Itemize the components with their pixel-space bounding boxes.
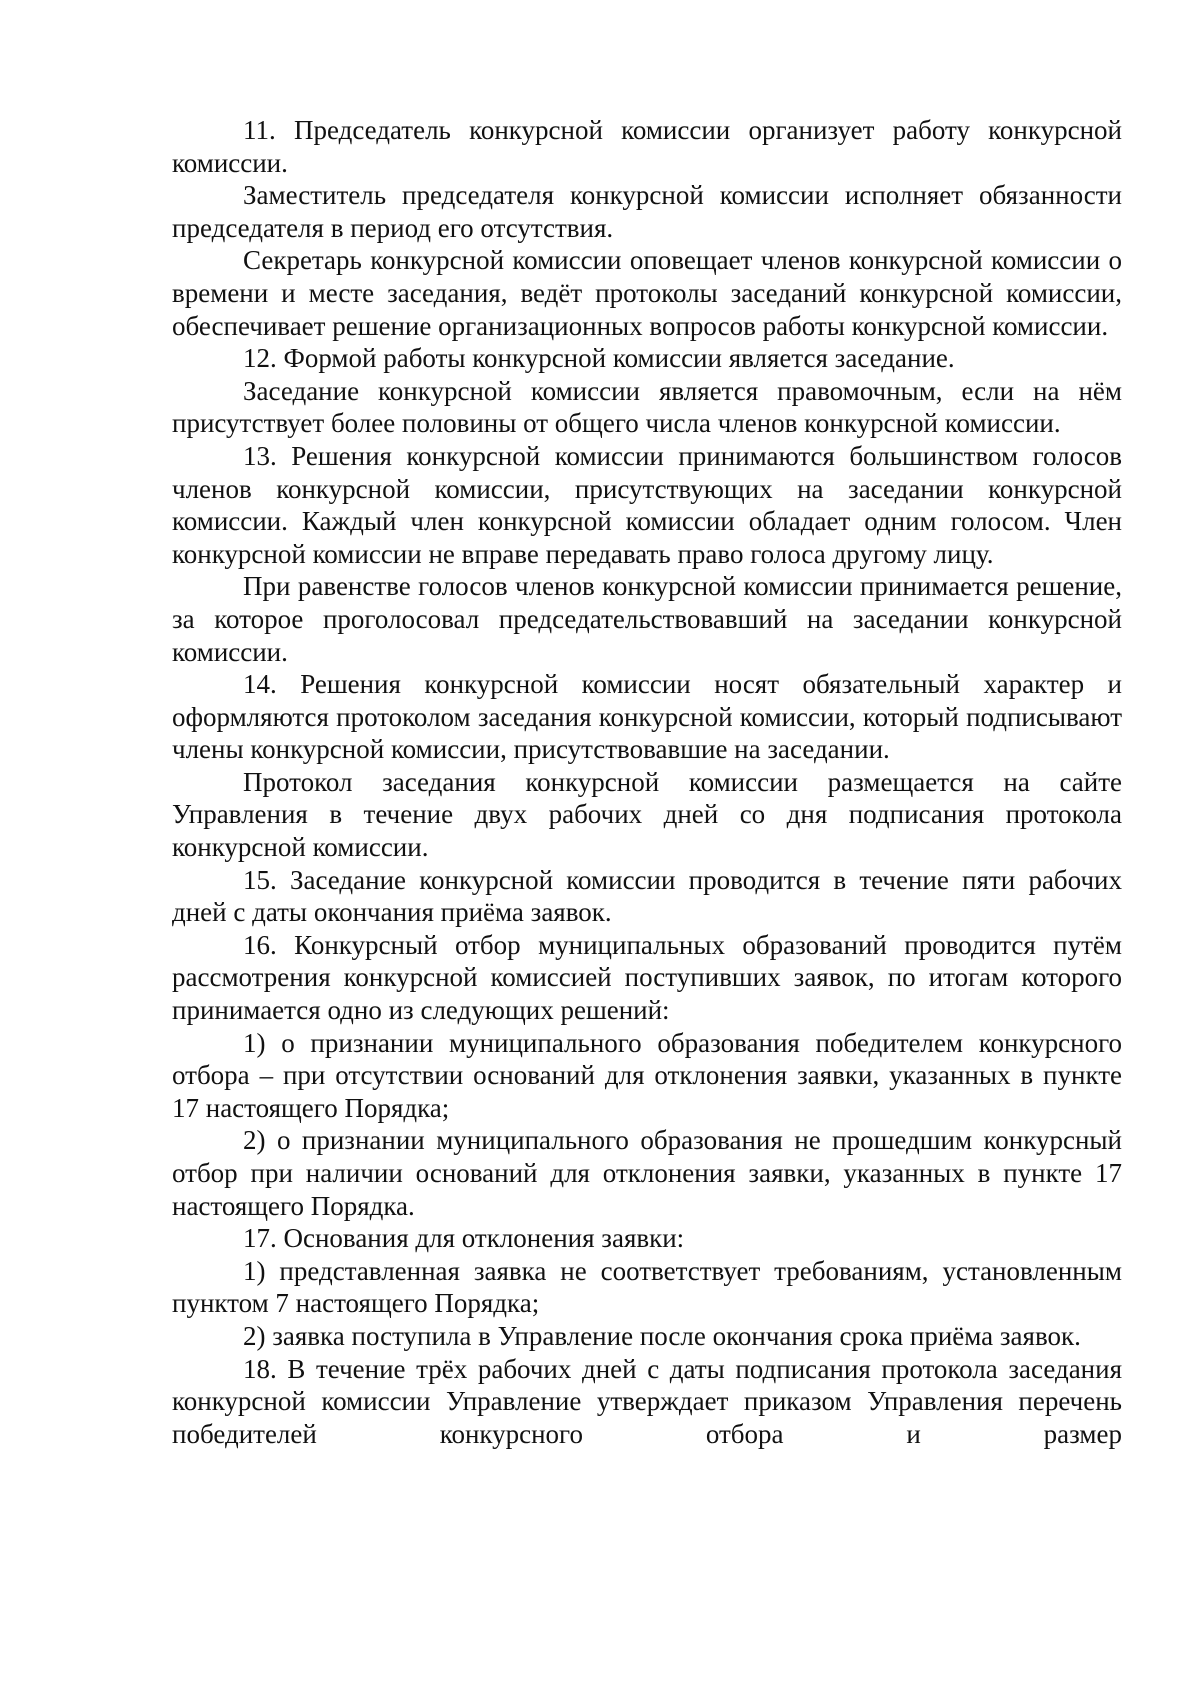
paragraph-quorum: Заседание конкурсной комиссии является правомочным, если на нём присутствует более половины от общего числа членов конкурсной комиссии. [172,375,1122,439]
paragraph-16-item-1: 1) о признании муниципального образования победителем конкурсного отбора – при отсутствии оснований для отклонения заявки, указанных в пункте 17 настоящего Порядка; [172,1027,1122,1123]
paragraph-15: 15. Заседание конкурсной комиссии проводится в течение пяти рабочих дней с даты окончания приёма заявок. [172,864,1122,928]
paragraph-17: 17. Основания для отклонения заявки: [243,1223,685,1254]
paragraph-protocol-publication: Протокол заседания конкурсной комиссии размещается на сайте Управления в течение двух рабочих дней со дня подписания протокола конкурсной комиссии. [172,766,1122,863]
paragraph-11: 11. Председатель конкурсной комиссии организует работу конкурсной комиссии. [172,115,1122,178]
paragraph-16: 16. Конкурсный отбор муниципальных образований проводится путём рассмотрения конкурсной комиссией поступивших заявок, по итогам которого принимается одно из следующих решений: [172,929,1122,1026]
paragraph-secretary: Секретарь конкурсной комиссии оповещает членов конкурсной комиссии о времени и месте заседания, ведёт протоколы заседаний конкурсной комиссии, обеспечивает решение организационных вопросов работы конкурсной комиссии. [172,245,1122,341]
paragraph-18: 18. В течение трёх рабочих дней с даты подписания протокола заседания конкурсной комиссии Управление утверждает приказом Управления перечень победителей конкурсного отбора и размер [172,1353,1122,1449]
paragraph-17-item-2: 2) заявка поступила в Управление после окончания срока приёма заявок. [243,1320,1081,1351]
paragraph-14: 14. Решения конкурсной комиссии носят обязательный характер и оформляются протоколом заседания конкурсной комиссии, который подписывают члены конкурсной комиссии, присутствовавшие на заседании. [172,669,1122,765]
document-text-body [172,114,1122,1450]
paragraph-tie-vote: При равенстве голосов членов конкурсной комиссии принимается решение, за которое проголосовал председательствовавший на заседании конкурсной комиссии. [172,571,1122,667]
paragraph-deputy-chair: Заместитель председателя конкурсной комиссии исполняет обязанности председателя в период его отсутствия. [172,180,1122,243]
paragraph-12: 12. Формой работы конкурсной комиссии является заседание. [243,343,955,374]
paragraph-13: 13. Решения конкурсной комиссии принимаются большинством голосов членов конкурсной комиссии, присутствующих на заседании конкурсной комиссии. Каждый член конкурсной комиссии обладает одним голосом. Член конкурсной комиссии не вправе передавать право голоса другому лицу. [172,440,1122,569]
paragraph-17-item-1: 1) представленная заявка не соответствует требованиям, установленным пунктом 7 настоящего Порядка; [172,1255,1122,1319]
paragraph-16-item-2: 2) о признании муниципального образования не прошедшим конкурсный отбор при наличии оснований для отклонения заявки, указанных в пункте 17 настоящего Порядка. [172,1125,1122,1221]
